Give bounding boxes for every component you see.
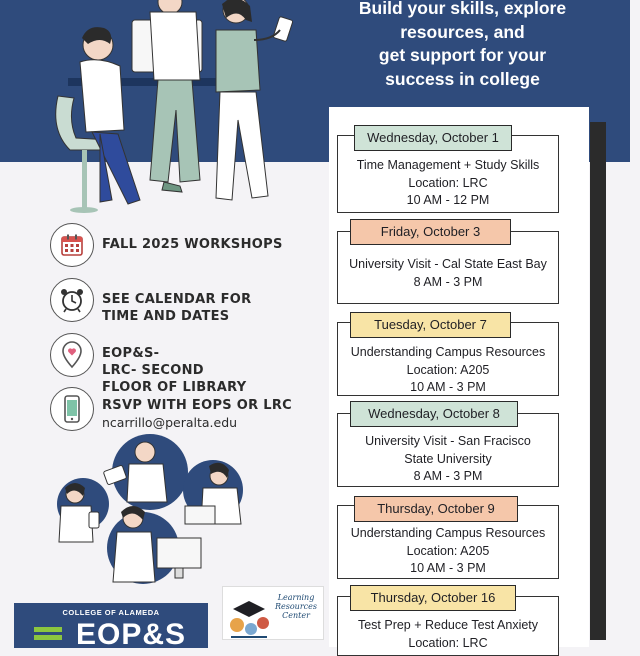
headline-line-3: get support for your xyxy=(378,45,547,65)
event-line: State University xyxy=(404,451,492,466)
lrc-text-line-2: Resources xyxy=(275,602,317,611)
alarm-clock-icon xyxy=(50,278,94,322)
map-pin-heart-icon xyxy=(50,333,94,377)
headline-line-2: resources, and xyxy=(400,21,525,42)
event-line: Location: LRC xyxy=(408,635,488,650)
event-line: 10 AM - 3 PM xyxy=(410,380,486,394)
event-line: University Visit - Cal State East Bay xyxy=(349,257,547,271)
workshops-label: FALL 2025 WORKSHOPS xyxy=(102,237,283,252)
event-date-tab: Thursday, October 9 xyxy=(354,496,518,522)
smartphone-icon xyxy=(50,387,94,431)
lrc-logo xyxy=(222,586,324,640)
info-calendar xyxy=(50,278,251,325)
eops-logo xyxy=(14,603,208,651)
headline xyxy=(300,0,625,91)
info-rsvp xyxy=(50,387,292,431)
event-date-tab: Tuesday, October 7 xyxy=(350,312,511,338)
email-link[interactable]: ncarrillo@peralta.edu xyxy=(102,415,238,430)
event-line: Location: A205 xyxy=(406,362,490,377)
students-devices-illustration xyxy=(45,432,260,590)
event-line: Time Management + Study Skills xyxy=(356,158,540,172)
decorative-stripe xyxy=(590,122,606,640)
event-line: Location: LRC xyxy=(408,175,488,190)
location-line-1: EOP&S- xyxy=(102,346,160,361)
event-line: Test Prep + Reduce Test Anxiety xyxy=(357,618,539,632)
calendar-label-line-1: SEE CALENDAR FOR xyxy=(102,292,252,307)
office-workers-illustration xyxy=(40,0,300,225)
lrc-text-line-1: Learning xyxy=(277,593,315,602)
eops-college-name: COLLEGE OF ALAMEDA xyxy=(62,608,160,617)
event-line: Understanding Campus Resources xyxy=(350,526,546,540)
location-line-3: FLOOR OF LIBRARY xyxy=(102,380,247,395)
lrc-logo-text xyxy=(269,593,323,620)
rsvp-label: RSVP WITH EOPS OR LRC xyxy=(102,398,293,413)
event-line: 10 AM - 12 PM xyxy=(406,193,490,207)
event-date-tab: Wednesday, October 1 xyxy=(354,125,512,151)
event-line: Location: A205 xyxy=(406,543,490,558)
headline-line-1: Build your skills, explore xyxy=(358,0,567,18)
event-line: 8 AM - 3 PM xyxy=(413,274,483,289)
event-line: 10 AM - 3 PM xyxy=(410,561,486,575)
eops-logo-bars xyxy=(34,627,62,643)
event-date-tab: Wednesday, October 8 xyxy=(350,401,518,427)
event-date-tab: Thursday, October 16 xyxy=(350,585,516,611)
headline-line-4: success in college xyxy=(385,68,540,89)
info-workshops xyxy=(50,223,283,267)
event-date-tab: Friday, October 3 xyxy=(350,219,511,245)
event-line: University Visit - San Fracisco xyxy=(365,434,531,448)
event-line: Understanding Campus Resources xyxy=(350,345,546,359)
calendar-label-line-2: TIME AND DATES xyxy=(102,309,230,324)
lrc-logo-graphic xyxy=(227,591,271,639)
calendar-icon xyxy=(50,223,94,267)
location-line-2: LRC- SECOND xyxy=(102,363,204,378)
lrc-text-line-3: Center xyxy=(282,611,310,620)
eops-logo-title: EOP&S xyxy=(76,618,187,651)
event-line: 8 AM - 3 PM xyxy=(413,469,483,483)
